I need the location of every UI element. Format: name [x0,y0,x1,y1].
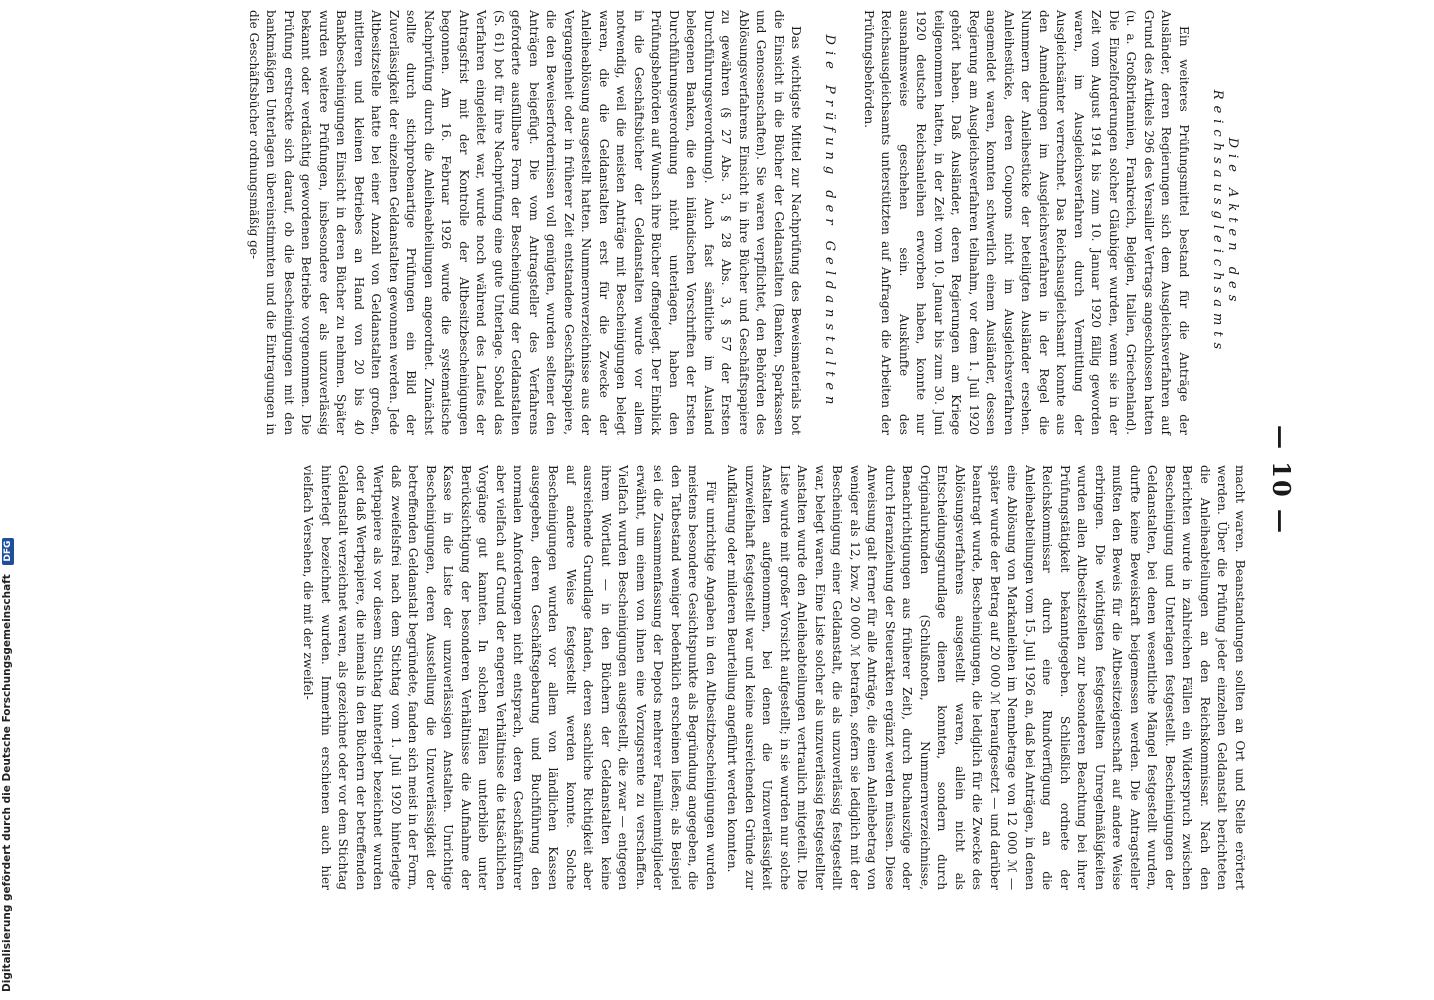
paragraph: Ein weiteres Prüfungsmittel bestand für die Anträge der Ausländer, deren Regierungen sich dem Ausgleichsverfahren auf Grund des Artikels 296 des Versailler Vertrags angeschlossen hatten (u. a. Großbritannien, Frankreich, Belgien, Italien, Griechenland). Die Einzelforderungen solcher Gläubiger wurden, wenn sie in der Zeit vom August 1914 bis zum 10. Januar 1920 fällig geworden waren, im Ausgleichsverfahren durch Vermittlung der Ausgleichsämter verrechnet. Das Reichsausgleichsamt konnte aus den Anmeldungen im Ausgleichsverfahren in der Regel die Nummern der Anleihestücke der beteiligten Ausländer ersehen. Anleihestücke, deren Coupons nicht im Ausgleichsverfahren angemeldet waren, konnten schwerlich einem Ausländer, dessen Regierung am Ausgleichsverfahren teilnahm, vor dem 1. Juli 1920 gehört haben. Daß Ausländer, deren Regierungen am Kriege teilgenommen hatten, in der Zeit vom 10. Januar bis zum 30. Juni 1920 deutsche Reichsanleihen erworben haben, konnte nur ausnahmsweise geschehen sein. Auskünfte des Reichsausgleichsamts unterstützten auf Anfragen die Arbeiten der Prüfungsbehörden. [862,10,1191,435]
rotated-document-page [102,10,1302,950]
paragraph: Für unrichtige Angaben in den Altbesitzbescheinigungen wurden meistens besondere Gesichtspunkte als Begründung angegeben, die den Tatbestand weniger bedenklich erscheinen ließen; als Beispiel sei die Zusammenfassung der Depots mehrerer Familienmitglieder erwähnt, um einem von ihnen eine Vorzugsrente zu verschaffen. Vielfach wurden Bescheinigungen ausgestellt, die zwar — entgegen ihrem Wortlaut — in den Büchern der Geldanstalten keine ausreichende Grundlage fanden, deren sachliche Richtigkeit aber auf andere Weise festgestellt werden konnte. Solche Bescheinigungen wurden vor allem von ländlichen Kassen ausgegeben, deren Geschäftsgebarung und Buchführung den normalen Anforderungen nicht entsprach, deren Geschäftsführer aber vielfach auf Grund der engeren Verhältnisse die tatsächlichen Vorgänge gut kannten. In solchen Fällen unterblieb unter Berücksichtigung der besonderen Verhältnisse die Aufnahme der Kasse in die Liste der unzuverlässigen Anstalten. Unrichtige Bescheinigungen, deren Ausstellung die Unzuverlässigkeit der betreffenden Geldanstalt begründete, fanden sich meist in der Form, daß zweifelsfrei nach dem Stichtag vom 1. Juli 1920 hinterlegte Wertpapiere als vor diesem Stichtag hinterlegt bezeichnet wurden oder daß Wertpapiere, die niemals in den Büchern der betreffenden Geldanstalt verzeichnet waren, als gezeichnet oder vor dem Stichtag hinterlegt bezeichnet wurden. Immerhin erschienen auch hier vielfach Versehen, die mit der zweifel- [301,465,718,890]
left-column [241,10,1249,435]
page-number: — 10 — [1267,424,1296,536]
right-column [295,465,1248,890]
section-subheading: Die Prüfung der Geldanstalten [822,34,838,411]
section-heading: Die Akten des Reichsausgleichsamts [1210,89,1240,356]
paragraph: macht waren. Beanstandungen sollten an Ort und Stelle erörtert werden. Über die Prüfung jeder einzelnen Geldanstalt berichteten die Anleiheabteilungen an den Reichskommissar. Nach den Berichten wurde in zahlreichen Fällen ein Widerspruch zwischen Bescheinigung und Unterlagen festgestellt. Bescheinigungen der Geldanstalten, bei denen wesentliche Mängel festgestellt wurden, durfte keine Beweiskraft beigemessen werden. Die Antragsteller mußten den Beweis für die Altbesitzeigenschaft auf andere Weise erbringen. Die wichtigsten festgestellten Unregelmäßigkeiten wurden allen Altbesitzstellen zur besonderen Beachtung bei ihrer Prüfungstätigkeit bekanntgegeben. Schließlich ordnete der Reichskommissar durch eine Rundverfügung an die Anleiheabteilungen vom 15. Juli 1926 an, daß bei Anträgen, in denen eine Ablösung von Markanleihen im Nennbetrage von 12 000 ℳ — später wurde der Betrag auf 20 000 ℳ heraufgesetzt — und darüber beantragt wurde, Bescheinigungen, die lediglich für die Zwecke des Ablösungsverfahrens ausgestellt waren, allein nicht als Entscheidungsgrundlage dienen konnten, sondern durch Originalurkunden (Schlußnoten, Nummernverzeichnisse, Benachrichtigungen aus früherer Zeit), durch Buchauszüge oder durch Heranziehung der Steuerakten ergänzt werden müssen. Diese Anweisung galt ferner für alle Anträge, die einen Anleihebetrag von weniger als 12, bzw. 20 000 ℳ betrafen, sofern sie lediglich mit der Bescheinigung einer Geldanstalt, die als unzuverlässig festgestellt war, belegt waren. Eine Liste solcher als unzuverlässig festgestellter Anstalten wurde den Anleiheabteilungen vertraulich mitgeteilt. Die Liste wurde mit großer Vorsicht aufgestellt; in sie wurden nur solche Anstalten aufgenommen, bei denen die Unzuverlässigkeit unzweifelhaft festgestellt war und keine ausreichenden Gründe zur Aufklärung oder milderen Beurteilung angeführt werden konnten. [725,465,1247,890]
paragraph: Das wichtigste Mittel zur Nachprüfung des Beweismaterials bot die Einsicht in die Bücher der Geldanstalten (Banken, Sparkassen und Genossenschaften). Sie waren verpflichtet, den Behörden des Ablösungsverfahrens Einsicht in ihre Bücher und Geschäftspapiere zu gewähren (§ 27 Abs. 3, § 28 Abs. 3, § 57 der Ersten Durchführungsverordnung). Auch fast sämtliche im Ausland belegenen Banken, die den inländischen Vorschriften der Ersten Durchführungsverordnung nicht unterlagen, haben den Prüfungsbehörden auf Wunsch ihre Bücher offengelegt. Der Einblick in die Geschäftsbücher der Geldanstalten wurde vor allem notwendig, weil die meisten Anträge mit Bescheinigungen belegt waren, die die Geldanstalten erst für die Zwecke der Anleiheablösung ausgestellt hatten. Nummernverzeichnisse aus der Vergangenheit oder in früherer Zeit entstandene Geschäftspapiere, die den Beweiserfordernissen voll genügten, wurden seltener den Anträgen beigefügt. Die vom Antragsteller des Verfahrens geforderte ausfüllbare Form der Bescheinigung der Geldanstalten (S. 61) bot für ihre Nachprüfung eine gute Unterlage. Sobald das Verfahren eingeleitet war, wurde noch während des Laufes der Antragsfrist mit der Kontrolle der Altbesitzbescheinigungen begonnen. Am 16. Februar 1926 wurde die systematische Nachprüfung durch die Anleiheabteilungen angeordnet. Zunächst sollte durch stichprobenartige Prüfungen ein Bild der Zuverlässigkeit der einzelnen Geldanstalten gewonnen werden. Jede Altbesitzstelle hatte bei einer Anzahl von Geldanstalten großen, mittleren und kleinen Betriebes an Hand von 20 bis 40 Bankbescheinigungen Einsicht in deren Bücher zu nehmen. Später wurden weitere Prüfungen, insbesondere der als unzuverlässig bekannt oder verdächtig gewordenen Betriebe vorgenommen. Die Prüfung erstreckte sich darauf, ob die Bescheinigungen mit den bankmäßigen Unterlagen übereinstimmten und die Eintragungen in die Geschäftsbücher ordnungsmäßig ge- [247,10,804,435]
digitization-footer [0,0,14,1000]
footer-text: Digitalisierung gefördert durch die Deutsche Forschungsgemeinschaft [1,574,13,992]
dfg-logo-icon: DFG [2,538,14,565]
